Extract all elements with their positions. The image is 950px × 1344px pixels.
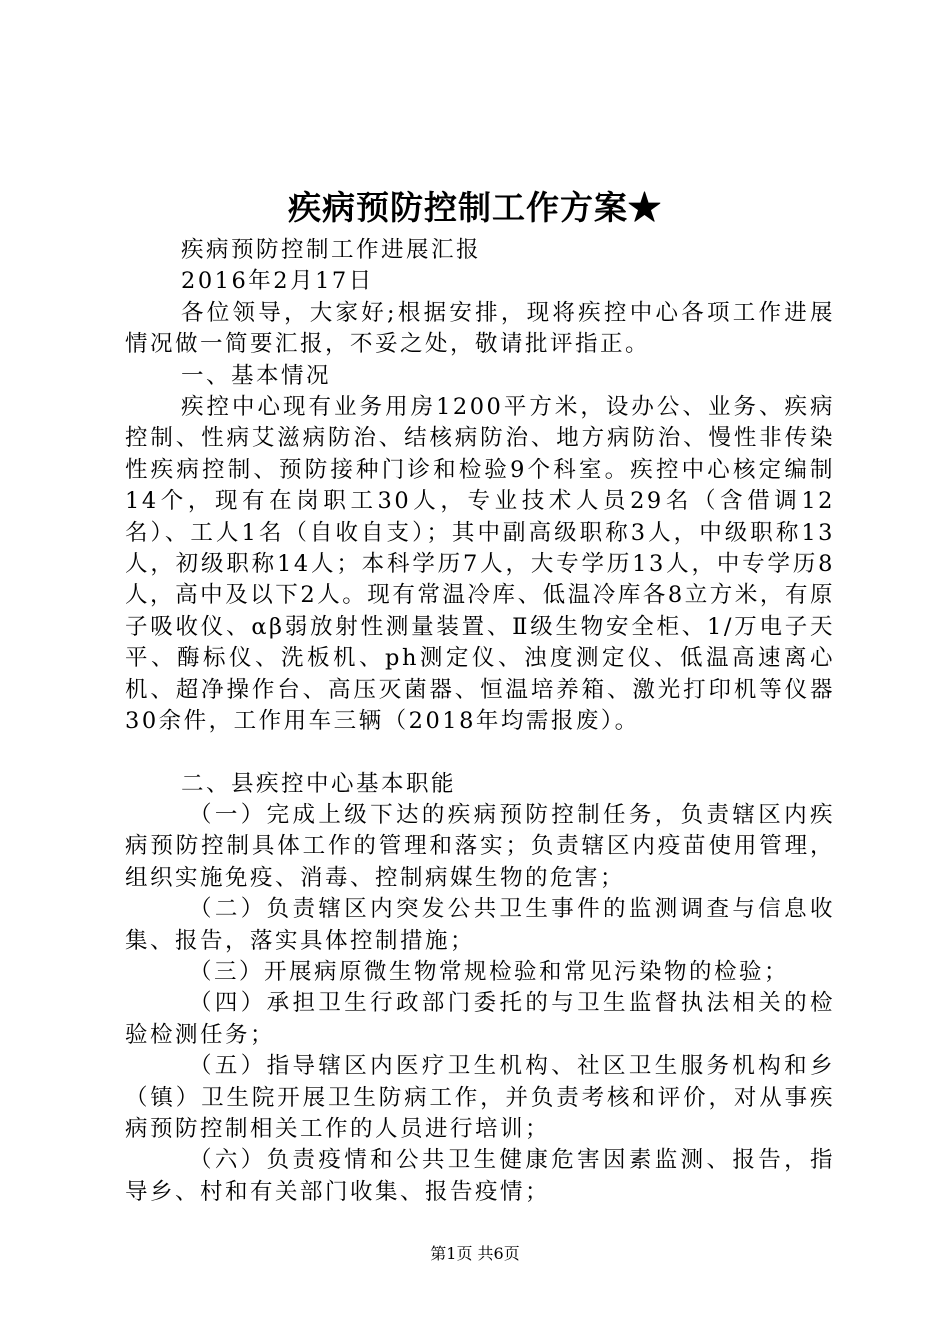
paragraph-gap bbox=[125, 738, 835, 769]
duty-item: （六）负责疫情和公共卫生健康危害因素监测、报告，指导乡、村和有关部门收集、报告疫情； bbox=[125, 1147, 835, 1205]
section-heading-functions: 二、县疾控中心基本职能 bbox=[181, 770, 457, 797]
duty-item: （四）承担卫生行政部门委托的与卫生监督执法相关的检验检测任务； bbox=[125, 990, 835, 1048]
document-title: 疾病预防控制工作方案★ bbox=[288, 188, 662, 227]
duty-item: （二）负责辖区内突发公共卫生事件的监测调查与信息收集、报告，落实具体控制措施； bbox=[125, 896, 835, 954]
basic-situation-paragraph: 疾控中心现有业务用房1200平方米，设办公、业务、疾病控制、性病艾滋病防治、结核病防治、地方病防治、慢性非传染性疾病控制、预防接种门诊和检验9个科室。疾控中心核定编制14个，现有在岗职工30人，专业技术人员29名（含借调12名）、工人1名（自收自支）；其中副高级职称3人，中级职称13人，初级职称14人；本科学历7人，大专学历13人，中专学历8人，高中及以下2人。现有常温冷库、低温冷库各8立方米，有原子吸收仪、αβ弱放射性测量装置、Ⅱ级生物安全柜、1/万电子天平、酶标仪、洗板机、ph测定仪、浊度测定仪、低温高速离心机、超净操作台、高压灭菌器、恒温培养箱、激光打印机等仪器30余件，工作用车三辆（2018年均需报废）。 bbox=[125, 394, 835, 735]
page-number: 第1页 共6页 bbox=[430, 1244, 520, 1263]
duty-item: （五）指导辖区内医疗卫生机构、社区卫生服务机构和乡（镇）卫生院开展卫生防病工作，并负责考核和评价，对从事疾病预防控制相关工作的人员进行培训； bbox=[125, 1053, 835, 1142]
duty-item: （三）开展病原微生物常规检验和常见污染物的检验； bbox=[189, 958, 790, 985]
duty-item: （一）完成上级下达的疾病预防控制任务，负责辖区内疾病预防控制具体工作的管理和落实；负责辖区内疫苗使用管理，组织实施免疫、消毒、控制病媒生物的危害； bbox=[125, 801, 835, 891]
report-date: 2016年2月17日 bbox=[181, 268, 374, 295]
section-heading-basic: 一、基本情况 bbox=[181, 362, 332, 389]
report-subtitle: 疾病预防控制工作进展汇报 bbox=[181, 237, 482, 263]
document-body bbox=[125, 235, 835, 1208]
greeting-paragraph: 各位领导，大家好;根据安排，现将疾控中心各项工作进展情况做一简要汇报，不妥之处，敬请批评指正。 bbox=[125, 299, 835, 358]
